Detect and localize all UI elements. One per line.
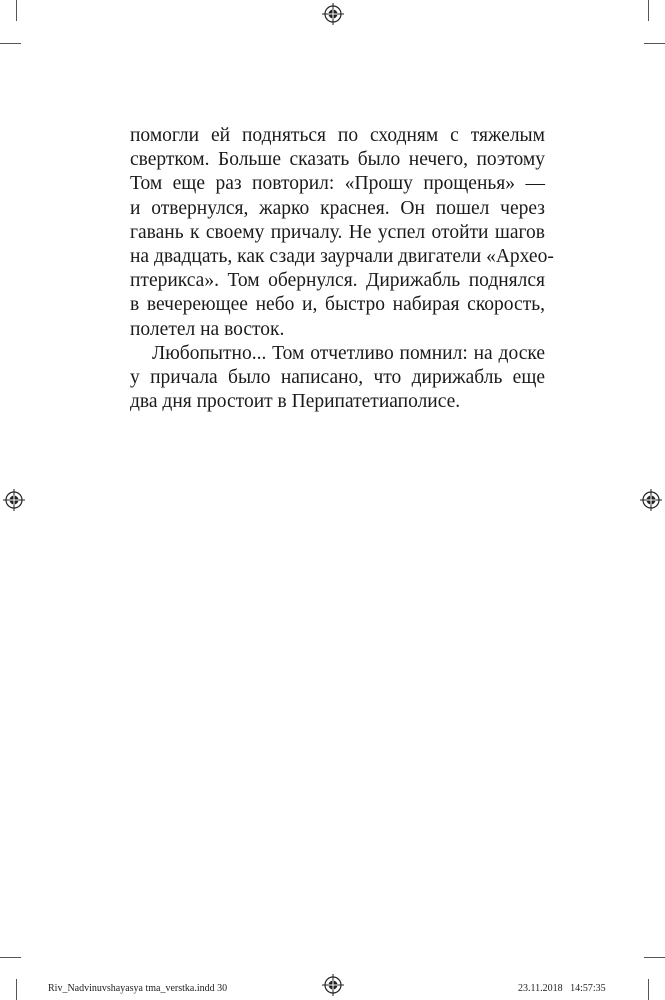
paragraph-2	[130, 342, 545, 415]
crop-mark-left-upper	[0, 43, 21, 44]
text-line: у причала было написано, что дирижабль еще	[130, 367, 545, 389]
text-line: Том еще раз повторил: «Прошу прощенья» —	[130, 173, 545, 195]
registration-mark-bottom-icon	[322, 974, 344, 996]
text-line: гавань к своему причалу. Не успел отойти шагов	[130, 221, 545, 243]
text-line: помогли ей подняться по сходням с тяжелым	[130, 125, 545, 146]
text-line: два дня простоит в Перипатетиаполисе.	[130, 391, 461, 413]
crop-mark-bottom-right	[648, 979, 649, 1000]
text-line: птерикса». Том обернулся. Дирижабль поднялся	[130, 270, 545, 292]
slug-filename: Riv_Nadvinuvshayasya tma_verstka.indd 30	[48, 983, 228, 994]
crop-mark-top-right	[648, 0, 649, 21]
crop-mark-left-lower	[0, 957, 21, 958]
crop-mark-bottom-left	[16, 979, 17, 1000]
text-line: Любопытно... Том отчетливо помнил: на доске	[152, 342, 545, 364]
registration-mark-top-icon	[322, 3, 344, 25]
slug-datetime: 23.11.2018 14:57:35	[518, 983, 606, 994]
registration-mark-right-icon	[640, 489, 662, 511]
body-text	[130, 124, 554, 414]
text-line: на двадцать, как сзади заурчали двигатели «Архео-	[130, 246, 554, 268]
crop-mark-right-lower	[644, 957, 665, 958]
crop-mark-top-left	[16, 0, 17, 21]
registration-mark-left-icon	[3, 489, 25, 511]
text-line: полетел на восток.	[130, 318, 285, 340]
text-line: и отвернулся, жарко краснея. Он пошел через	[130, 197, 545, 219]
text-line: свертком. Больше сказать было нечего, поэтому	[130, 149, 545, 171]
paragraph-1	[130, 124, 554, 342]
text-line: в вечереющее небо и, быстро набирая скорость,	[130, 294, 545, 316]
crop-mark-right-upper	[644, 43, 665, 44]
